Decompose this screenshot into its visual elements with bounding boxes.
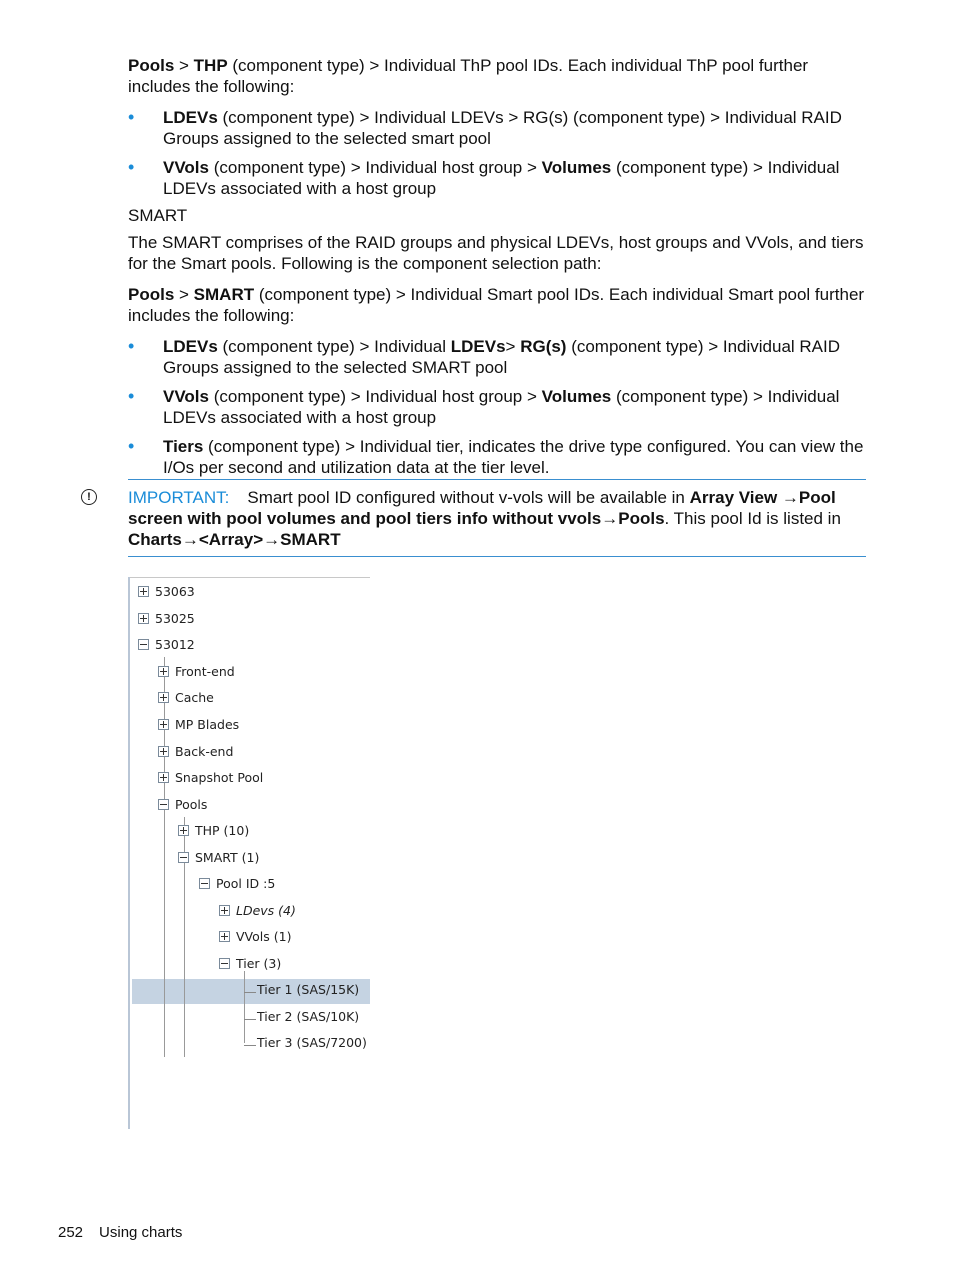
pools-term: Pools [128, 56, 175, 75]
note-term: <Array> [198, 530, 264, 549]
ldevs-term: LDEVs [450, 337, 506, 356]
note-text: . This pool Id is listed in [664, 509, 841, 528]
tiers-term: Tiers [163, 437, 204, 456]
tree-top-border [130, 577, 370, 578]
expand-icon[interactable] [138, 586, 149, 597]
section-title: Using charts [99, 1224, 183, 1241]
smart-path-paragraph [128, 284, 868, 326]
collapse-icon[interactable] [219, 958, 230, 969]
tree-node-snapshot-pool[interactable] [158, 767, 263, 789]
tree-node-label: 53012 [155, 637, 195, 652]
list-item [128, 336, 868, 378]
smart-term: SMART [193, 285, 255, 304]
collapse-icon[interactable] [199, 878, 210, 889]
expand-icon[interactable] [158, 692, 169, 703]
tree-node-tier-2[interactable] [244, 1006, 359, 1028]
note-term: Pool screen with pool volumes and pool tiers info without vvols [128, 488, 836, 528]
ldevs-term: LDEVs [163, 108, 218, 127]
bullet-text: (component type) > Individual LDEVs associated with a host group [163, 158, 840, 198]
tree-node-mp-blades[interactable] [158, 714, 239, 736]
tree-node-pools[interactable] [158, 794, 207, 816]
tree-node-label: Tier 1 (SAS/15K) [257, 982, 360, 997]
expand-icon[interactable] [138, 613, 149, 624]
collapse-icon[interactable] [178, 852, 189, 863]
bullet-text: (component type) > Individual host group > [208, 387, 542, 406]
smart-bullet-list [128, 336, 868, 478]
tree-node-label: Pool ID :5 [216, 876, 276, 891]
expand-icon[interactable] [158, 746, 169, 757]
separator: > [174, 285, 194, 304]
vvols-term: VVols [163, 387, 209, 406]
tree-node-53063[interactable] [138, 581, 195, 603]
note-term: Pools [618, 509, 665, 528]
smart-description: The SMART comprises of the RAID groups and physical LDEVs, host groups and VVols, and tiers for the Smart pools. Following is the component selection path: [128, 233, 864, 273]
tree-node-tier-1[interactable] [244, 979, 359, 1001]
separator: > [174, 56, 194, 75]
list-item [128, 436, 868, 478]
bullet-text: (component type) > Individual [217, 337, 451, 356]
tree-node-label: Tier 2 (SAS/10K) [257, 1009, 360, 1024]
tree-node-53025[interactable] [138, 608, 195, 630]
tree-connector [244, 1019, 256, 1020]
tree-node-cache[interactable] [158, 687, 214, 709]
note-term: SMART [280, 530, 341, 549]
note-text: Smart pool ID configured without v-vols will be available in [247, 488, 690, 507]
list-item [128, 157, 868, 199]
tree-node-label: MP Blades [175, 717, 240, 732]
expand-icon[interactable] [219, 931, 230, 942]
tree-node-label: Cache [175, 690, 214, 705]
tree-node-vvols[interactable] [219, 926, 291, 948]
page-number: 252 [58, 1224, 84, 1241]
bullet-text: (component type) > Individual LDEVs > RG(s) (component type) > Individual RAID Groups assigned to the selected smart pool [163, 108, 842, 148]
list-item [128, 386, 868, 428]
volumes-term: Volumes [541, 158, 612, 177]
tree-node-label: Snapshot Pool [175, 770, 264, 785]
tree-node-thp[interactable] [178, 820, 249, 842]
tree-node-pool-id[interactable] [199, 873, 275, 895]
expand-icon[interactable] [219, 905, 230, 916]
tree-node-ldevs[interactable] [219, 900, 296, 922]
thp-path-paragraph [128, 55, 868, 97]
thp-term: THP [193, 56, 228, 75]
tree-node-label: Tier 3 (SAS/7200) [257, 1035, 367, 1050]
tree-node-label: 53025 [155, 611, 195, 626]
smart-heading: SMART [128, 206, 188, 225]
bullet-text: (component type) > Individual tier, indicates the drive type configured. You can view the I/Os per second and utilization data at the tier level. [163, 437, 864, 477]
arrow-icon: → [601, 509, 619, 528]
tree-node-label: 53063 [155, 584, 195, 599]
smart-path-text: (component type) > Individual Smart pool IDs. Each individual Smart pool further includes the following: [128, 285, 865, 325]
bullet-text: (component type) > Individual LDEVs associated with a host group [163, 387, 840, 427]
tree-node-tier[interactable] [219, 953, 281, 975]
page-footer [58, 1222, 182, 1243]
pools-term: Pools [128, 285, 175, 304]
tree-connector [244, 1045, 256, 1046]
important-label: IMPORTANT: [128, 488, 230, 507]
volumes-term: Volumes [541, 387, 612, 406]
collapse-icon[interactable] [138, 639, 149, 650]
thp-bullet-list [128, 107, 868, 199]
arrow-icon: → [263, 530, 281, 549]
important-note [87, 479, 866, 557]
expand-icon[interactable] [158, 772, 169, 783]
component-tree [128, 577, 370, 1129]
thp-path-text: (component type) > Individual ThP pool IDs. Each individual ThP pool further includes the following: [128, 56, 809, 96]
arrow-icon: → [181, 530, 199, 549]
expand-icon[interactable] [158, 666, 169, 677]
list-item [128, 107, 868, 149]
tree-node-53012[interactable] [138, 634, 195, 656]
tree-node-label: THP (10) [195, 823, 250, 838]
bullet-text: > [505, 337, 521, 356]
page-content [128, 55, 868, 486]
tree-node-front-end[interactable] [158, 661, 235, 683]
tree-node-back-end[interactable] [158, 741, 233, 763]
bullet-text: (component type) > Individual host group > [208, 158, 542, 177]
bullet-text: (component type) > Individual RAID Groups assigned to the selected SMART pool [163, 337, 841, 377]
tree-connector [244, 992, 256, 993]
vvols-term: VVols [163, 158, 209, 177]
rgs-term: RG(s) [520, 337, 567, 356]
tree-node-label: VVols (1) [236, 929, 292, 944]
important-icon: ! [81, 489, 97, 505]
note-term: Charts [128, 530, 182, 549]
tree-node-label: Back-end [175, 744, 234, 759]
tree-node-label: LDevs (4) [236, 903, 296, 918]
tree-node-tier-3[interactable] [244, 1032, 367, 1054]
tree-node-label: Pools [175, 797, 208, 812]
expand-icon[interactable] [158, 719, 169, 730]
ldevs-term: LDEVs [163, 337, 218, 356]
collapse-icon[interactable] [158, 799, 169, 810]
tree-node-smart[interactable] [178, 847, 259, 869]
note-term: Array View [689, 488, 778, 507]
arrow-icon: → [777, 488, 799, 507]
tree-node-label: Tier (3) [236, 956, 282, 971]
tree-node-label: Front-end [175, 664, 235, 679]
expand-icon[interactable] [178, 825, 189, 836]
tree-node-label: SMART (1) [195, 850, 260, 865]
